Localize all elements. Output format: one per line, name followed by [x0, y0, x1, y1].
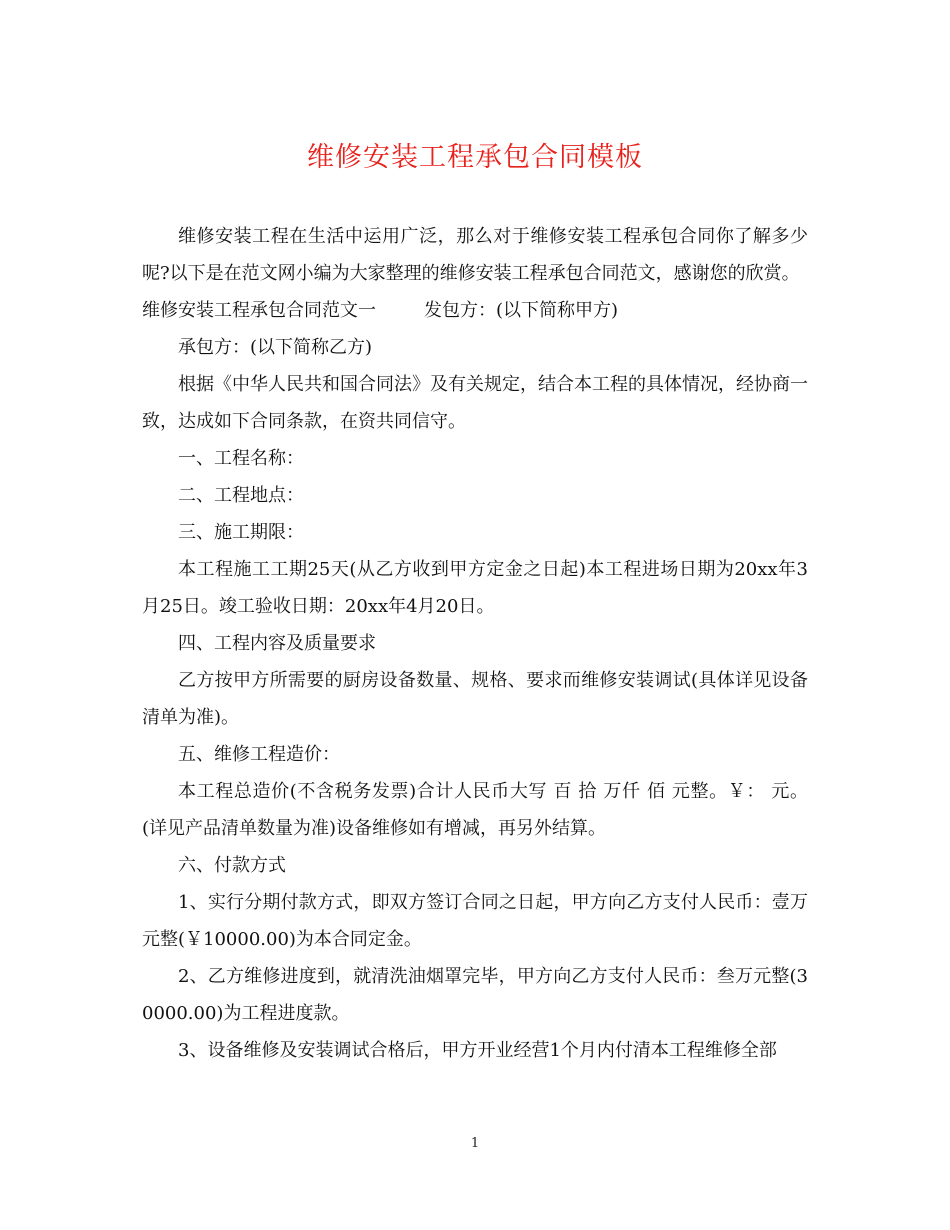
- paragraph-payment-3: 3、设备维修及安装调试合格后，甲方开业经营1个月内付清本工程维修全部: [178, 1040, 777, 1061]
- section-project-name: 一、工程名称：: [178, 448, 304, 469]
- section-content-quality: 四、工程内容及质量要求: [178, 633, 376, 654]
- paragraph-intro: 维修安装工程在生活中运用广泛，那么对于维修安装工程承包合同你了解多少呢?以下是在范文网小编为大家整理的维修安装工程承包合同范文，感谢您的欣赏。: [142, 226, 808, 284]
- section-project-location: 二、工程地点：: [178, 485, 304, 506]
- client-line: 发包方：(以下简称甲方): [424, 300, 619, 321]
- document-body: [142, 218, 808, 1069]
- page-number: 1: [470, 1136, 480, 1151]
- paragraph-contractor: 承包方：(以下简称乙方): [178, 337, 373, 358]
- paragraph-cost-detail: 本工程总造价(不含税务发票)合计人民币大写 百 拾 万仟 佰 元整。￥： 元。(详见产品清单数量为准)设备维修如有增减，再另外结算。: [142, 781, 808, 839]
- sample-heading: 维修安装工程承包合同范文一: [142, 300, 376, 321]
- paragraph-content-detail: 乙方按甲方所需要的厨房设备数量、规格、要求而维修安装调试(具体详见设备清单为准)。: [142, 670, 808, 728]
- document-title: 维修安装工程承包合同模板: [307, 142, 643, 173]
- paragraph-payment-1: 1、实行分期付款方式，即双方签订合同之日起，甲方向乙方支付人民币：壹万元整(￥10000.00)为本合同定金。: [142, 892, 808, 950]
- paragraph-sample-heading: [142, 292, 808, 329]
- section-payment-method: 六、付款方式: [178, 855, 286, 876]
- section-construction-period: 三、施工期限：: [178, 522, 304, 543]
- paragraph-basis: 根据《中华人民共和国合同法》及有关规定，结合本工程的具体情况，经协商一致，达成如下合同条款，在资共同信守。: [142, 374, 808, 432]
- paragraph-period-detail: 本工程施工工期25天(从乙方收到甲方定金之日起)本工程进场日期为20xx年3月25日。竣工验收日期：20xx年4月20日。: [142, 559, 808, 617]
- section-project-cost: 五、维修工程造价：: [178, 744, 340, 765]
- paragraph-payment-2: 2、乙方维修进度到，就清洗油烟罩完毕，甲方向乙方支付人民币：叁万元整(30000.00)为工程进度款。: [142, 966, 808, 1024]
